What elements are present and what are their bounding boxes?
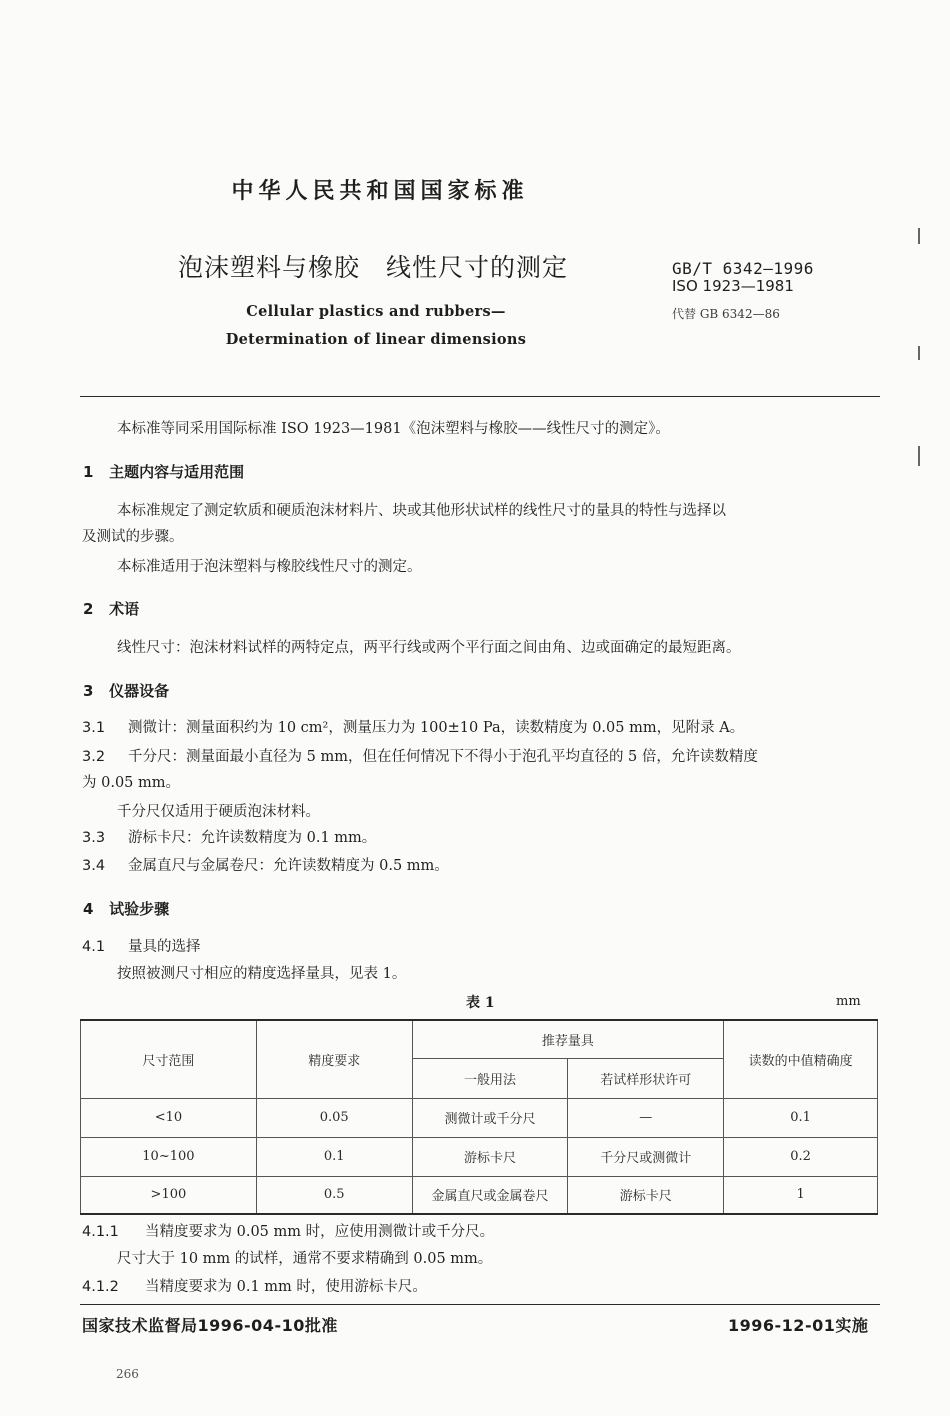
page-number: 266 [116,1367,139,1381]
item-3-4-text: 金属直尺与金属卷尺：允许读数精度为 0.5 mm。 [128,858,449,874]
section-number: 2 [83,600,94,618]
cell-range: >100 [81,1176,257,1214]
replaces-code: 代替 GB 6342—86 [672,307,780,321]
cell-general: 测微计或千分尺 [412,1098,568,1137]
item-3-1-number: 3.1 [82,720,106,736]
item-4-1-text: 按照被测尺寸相应的精度选择量具，见表 1。 [117,966,407,982]
section-title: 试验步骤 [109,900,170,918]
table-row [81,1176,878,1214]
table-row [81,1098,878,1137]
standard-title-en-line1: Cellular plastics and rubbers— [246,303,506,320]
cell-precision: 0.1 [256,1137,412,1176]
section-number: 3 [83,682,94,700]
item-3-1-text: 测微计：测量面积约为 10 cm²，测量压力为 100±10 Pa，读数精度为 0.05 mm，见附录 A。 [128,720,745,736]
scan-mark [918,446,920,466]
item-4-1-1-number: 4.1.1 [82,1224,119,1240]
section-4-heading [83,898,169,919]
table-row [81,1137,878,1176]
footer-divider [80,1304,880,1305]
item-4-1-2-text: 当精度要求为 0.1 mm 时，使用游标卡尺。 [145,1279,427,1295]
item-4-1-2-number: 4.1.2 [82,1279,119,1295]
standard-title-cn: 泡沫塑料与橡胶 线性尺寸的测定 [178,253,569,282]
item-3-2-line2: 为 0.05 mm。 [82,775,181,791]
cell-median: 0.1 [724,1098,878,1137]
cell-alt: 千分尺或测微计 [568,1137,724,1176]
item-3-3-text: 游标卡尺：允许读数精度为 0.1 mm。 [128,830,377,846]
section-1-p2: 本标准适用于泡沫塑料与橡胶线性尺寸的测定。 [117,559,422,575]
org-title: 中华人民共和国国家标准 [231,179,529,204]
effective-date: 1996-12-01实施 [728,1316,869,1335]
header-recommended: 推荐量具 [412,1020,724,1058]
cell-range: 10~100 [81,1137,257,1176]
scan-mark [918,228,920,244]
header-precision: 精度要求 [256,1020,412,1098]
cell-general: 游标卡尺 [412,1137,568,1176]
table-caption: 表 1 [466,995,495,1011]
item-3-2-note: 千分尺仅适用于硬质泡沫材料。 [117,804,320,820]
table-unit: mm [836,994,861,1009]
item-3-3-number: 3.3 [82,830,106,846]
cell-range: <10 [81,1098,257,1137]
section-title: 主题内容与适用范围 [109,463,245,481]
item-4-1-title: 量具的选择 [128,939,201,955]
cell-precision: 0.05 [256,1098,412,1137]
item-3-4-number: 3.4 [82,858,106,874]
header-divider [80,396,880,397]
precision-table [80,1019,878,1215]
cell-general: 金属直尺或金属卷尺 [412,1176,568,1214]
cell-median: 1 [724,1176,878,1214]
scan-mark [918,346,920,360]
item-4-1-1-note: 尺寸大于 10 mm 的试样，通常不要求精确到 0.05 mm。 [117,1251,493,1267]
item-4-1-number: 4.1 [82,939,106,955]
section-title: 术语 [109,600,140,618]
section-3-heading [83,680,169,701]
section-2-p1: 线性尺寸：泡沫材料试样的两特定点，两平行线或两个平行面之间由角、边或面确定的最短距离。 [117,640,741,656]
approval-date: 国家技术监督局1996-04-10批准 [82,1316,338,1335]
cell-median: 0.2 [724,1137,878,1176]
header-size-range: 尺寸范围 [81,1020,257,1098]
header-shape-permitting: 若试样形状许可 [568,1058,724,1098]
section-title: 仪器设备 [109,682,170,700]
standard-title-en-line2: Determination of linear dimensions [225,331,527,348]
item-4-1-1-text: 当精度要求为 0.05 mm 时，应使用测微计或千分尺。 [145,1224,495,1240]
cell-alt: 游标卡尺 [568,1176,724,1214]
header-median-precision: 读数的中值精确度 [724,1020,878,1098]
item-3-2-number: 3.2 [82,749,106,765]
standard-code: GB/T 6342—1996 [672,259,814,278]
section-2-heading [83,598,139,619]
intro-paragraph: 本标准等同采用国际标准 ISO 1923—1981《泡沫塑料与橡胶——线性尺寸的测定》。 [117,421,670,437]
header-general: 一般用法 [412,1058,568,1098]
cell-alt: — [568,1098,724,1137]
section-1-heading [83,461,244,482]
section-number: 4 [83,900,94,918]
section-number: 1 [83,463,94,481]
section-1-p1-line1: 本标准规定了测定软质和硬质泡沫材料片、块或其他形状试样的线性尺寸的量具的特性与选择以 [117,503,726,519]
section-1-p1-line2: 及测试的步骤。 [82,529,184,545]
iso-code: ISO 1923—1981 [672,277,794,295]
cell-precision: 0.5 [256,1176,412,1214]
item-3-2-line1: 千分尺：测量面最小直径为 5 mm，但在任何情况下不得小于泡孔平均直径的 5 倍，允许读数精度 [128,749,758,765]
